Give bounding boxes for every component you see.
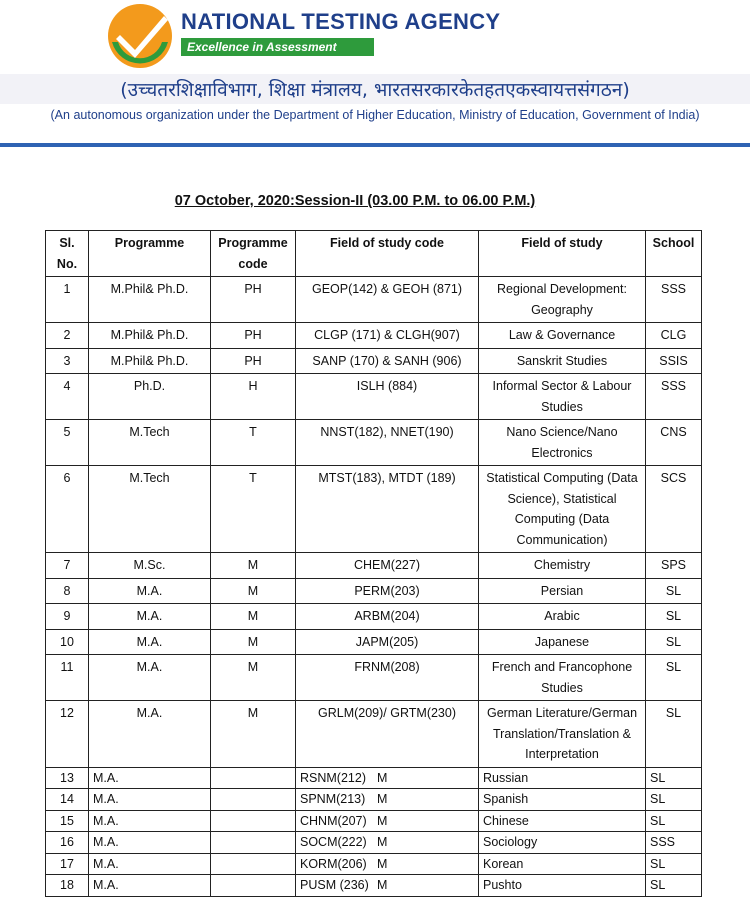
field-code-cell: PUSM (236) (296, 875, 479, 897)
programme-code-cell: T (211, 420, 296, 466)
field-code-cell: FRNM(208) (296, 655, 479, 701)
programme-code-cell: PH (211, 323, 296, 349)
field-code-cell: ARBM(204) (296, 604, 479, 630)
programme-code-cell: M (211, 789, 296, 811)
programme-code-cell: M (211, 629, 296, 655)
programme-code-cell: PH (211, 348, 296, 374)
field-of-study-cell: Chinese (479, 810, 646, 832)
field-of-study-cell: Nano Science/Nano Electronics (479, 420, 646, 466)
field-of-study-cell: Chemistry (479, 553, 646, 579)
programme-cell: M.A. (89, 604, 211, 630)
table-row (46, 323, 702, 349)
table-row (46, 374, 702, 420)
sl-no-cell: 5 (46, 420, 89, 466)
table-row (46, 767, 702, 789)
field-of-study-cell: Regional Development: Geography (479, 277, 646, 323)
school-cell: SL (646, 655, 702, 701)
table-row (46, 466, 702, 553)
session-title: 07 October, 2020:Session-II (03.00 P.M. to 06.00 P.M.) (174, 193, 536, 209)
table-row (46, 655, 702, 701)
field-of-study-cell: Law & Governance (479, 323, 646, 349)
field-of-study-cell: Pushto (479, 875, 646, 897)
table-row (46, 277, 702, 323)
header-rule (0, 143, 750, 147)
table-row (46, 578, 702, 604)
sl-no-cell: 2 (46, 323, 89, 349)
column-header-programme-code: Programme code (211, 231, 296, 277)
table-row (46, 629, 702, 655)
field-code-cell: CLGP (171) & CLGH(907) (296, 323, 479, 349)
school-cell: SL (646, 701, 702, 768)
field-code-cell: KORM(206) (296, 853, 479, 875)
column-header-programme: Programme (89, 231, 211, 277)
sl-no-cell: 16 (46, 832, 89, 854)
school-cell: SL (646, 604, 702, 630)
table-row (46, 553, 702, 579)
school-cell: SPS (646, 553, 702, 579)
programme-cell: M.Phil& Ph.D. (89, 323, 211, 349)
table-row (46, 789, 702, 811)
sl-no-cell: 14 (46, 789, 89, 811)
sl-no-cell: 9 (46, 604, 89, 630)
programme-code-cell: M (211, 553, 296, 579)
field-of-study-cell: Spanish (479, 789, 646, 811)
letterhead (0, 0, 750, 150)
field-code-cell: SPNM(213) (296, 789, 479, 811)
agency-name: NATIONAL TESTING AGENCY (181, 9, 501, 34)
sl-no-cell: 1 (46, 277, 89, 323)
school-cell: CLG (646, 323, 702, 349)
field-code-cell: GEOP(142) & GEOH (871) (296, 277, 479, 323)
field-of-study-cell: Persian (479, 578, 646, 604)
programme-cell: M.A. (89, 810, 211, 832)
programme-cell: M.A. (89, 655, 211, 701)
field-of-study-cell: Sociology (479, 832, 646, 854)
programme-code-cell: M (211, 810, 296, 832)
field-of-study-cell: Arabic (479, 604, 646, 630)
school-cell: CNS (646, 420, 702, 466)
programme-cell: M.Tech (89, 466, 211, 553)
programme-code-cell: H (211, 374, 296, 420)
table-body (46, 277, 702, 897)
field-code-cell: PERM(203) (296, 578, 479, 604)
sl-no-cell: 13 (46, 767, 89, 789)
programme-cell: Ph.D. (89, 374, 211, 420)
sl-no-cell: 3 (46, 348, 89, 374)
table-row (46, 348, 702, 374)
field-of-study-cell: Korean (479, 853, 646, 875)
field-of-study-cell: Sanskrit Studies (479, 348, 646, 374)
programme-code-cell: PH (211, 277, 296, 323)
programme-cell: M.A. (89, 853, 211, 875)
school-cell: SCS (646, 466, 702, 553)
sl-no-cell: 17 (46, 853, 89, 875)
field-code-cell: JAPM(205) (296, 629, 479, 655)
field-of-study-cell: German Literature/German Translation/Translation & Interpretation (479, 701, 646, 768)
agency-tagline: Excellence in Assessment (181, 38, 374, 56)
programme-code-cell: M (211, 655, 296, 701)
field-of-study-cell: Russian (479, 767, 646, 789)
sl-no-cell: 7 (46, 553, 89, 579)
school-cell: SL (646, 767, 702, 789)
field-of-study-cell: Japanese (479, 629, 646, 655)
field-code-cell: CHNM(207) (296, 810, 479, 832)
table-row (46, 701, 702, 768)
field-of-study-cell: Informal Sector & Labour Studies (479, 374, 646, 420)
hindi-subtitle: (उच्चतरशिक्षाविभाग, शिक्षा मंत्रालय, भारतसरकारकेतहतएकस्वायत्तसंगठन) (120, 79, 630, 101)
field-code-cell: SOCM(222) (296, 832, 479, 854)
programme-cell: M.A. (89, 767, 211, 789)
school-cell: SL (646, 853, 702, 875)
schedule-table (45, 230, 702, 897)
table-header-row (46, 231, 702, 277)
table-row (46, 810, 702, 832)
nta-check-logo-icon (106, 2, 174, 70)
sl-no-cell: 18 (46, 875, 89, 897)
table-row (46, 420, 702, 466)
field-code-cell: SANP (170) & SANH (906) (296, 348, 479, 374)
sl-no-cell: 4 (46, 374, 89, 420)
programme-code-cell: M (211, 832, 296, 854)
sl-no-cell: 11 (46, 655, 89, 701)
school-cell: SL (646, 810, 702, 832)
field-code-cell: CHEM(227) (296, 553, 479, 579)
programme-cell: M.A. (89, 701, 211, 768)
field-code-cell: RSNM(212) (296, 767, 479, 789)
table-row (46, 853, 702, 875)
column-header-field-code: Field of study code (296, 231, 479, 277)
programme-code-cell: M (211, 853, 296, 875)
school-cell: SSIS (646, 348, 702, 374)
field-code-cell: MTST(183), MTDT (189) (296, 466, 479, 553)
english-subtitle: (An autonomous organization under the Department of Higher Education, Ministry of Education, Government of India) (50, 108, 700, 122)
school-cell: SSS (646, 277, 702, 323)
programme-cell: M.Phil& Ph.D. (89, 348, 211, 374)
programme-cell: M.A. (89, 629, 211, 655)
field-of-study-cell: French and Francophone Studies (479, 655, 646, 701)
field-code-cell: GRLM(209)/ GRTM(230) (296, 701, 479, 768)
field-code-cell: NNST(182), NNET(190) (296, 420, 479, 466)
programme-code-cell: T (211, 466, 296, 553)
sl-no-cell: 12 (46, 701, 89, 768)
table-row (46, 875, 702, 897)
programme-code-cell: M (211, 578, 296, 604)
sl-no-cell: 8 (46, 578, 89, 604)
sl-no-cell: 6 (46, 466, 89, 553)
school-cell: SL (646, 875, 702, 897)
programme-code-cell: M (211, 875, 296, 897)
programme-cell: M.A. (89, 875, 211, 897)
field-code-cell: ISLH (884) (296, 374, 479, 420)
sl-no-cell: 10 (46, 629, 89, 655)
programme-cell: M.Sc. (89, 553, 211, 579)
table-row (46, 832, 702, 854)
school-cell: SL (646, 578, 702, 604)
school-cell: SL (646, 789, 702, 811)
programme-cell: M.A. (89, 789, 211, 811)
sl-no-cell: 15 (46, 810, 89, 832)
table-row (46, 604, 702, 630)
field-of-study-cell: Statistical Computing (Data Science), Statistical Computing (Data Communication) (479, 466, 646, 553)
programme-code-cell: M (211, 604, 296, 630)
programme-cell: M.Tech (89, 420, 211, 466)
school-cell: SL (646, 629, 702, 655)
school-cell: SSS (646, 374, 702, 420)
programme-code-cell: M (211, 701, 296, 768)
column-header-school: School (646, 231, 702, 277)
column-header-field-of-study: Field of study (479, 231, 646, 277)
programme-code-cell: M (211, 767, 296, 789)
school-cell: SSS (646, 832, 702, 854)
programme-cell: M.A. (89, 578, 211, 604)
programme-cell: M.A. (89, 832, 211, 854)
column-header-sl-no: Sl. No. (46, 231, 89, 277)
programme-cell: M.Phil& Ph.D. (89, 277, 211, 323)
